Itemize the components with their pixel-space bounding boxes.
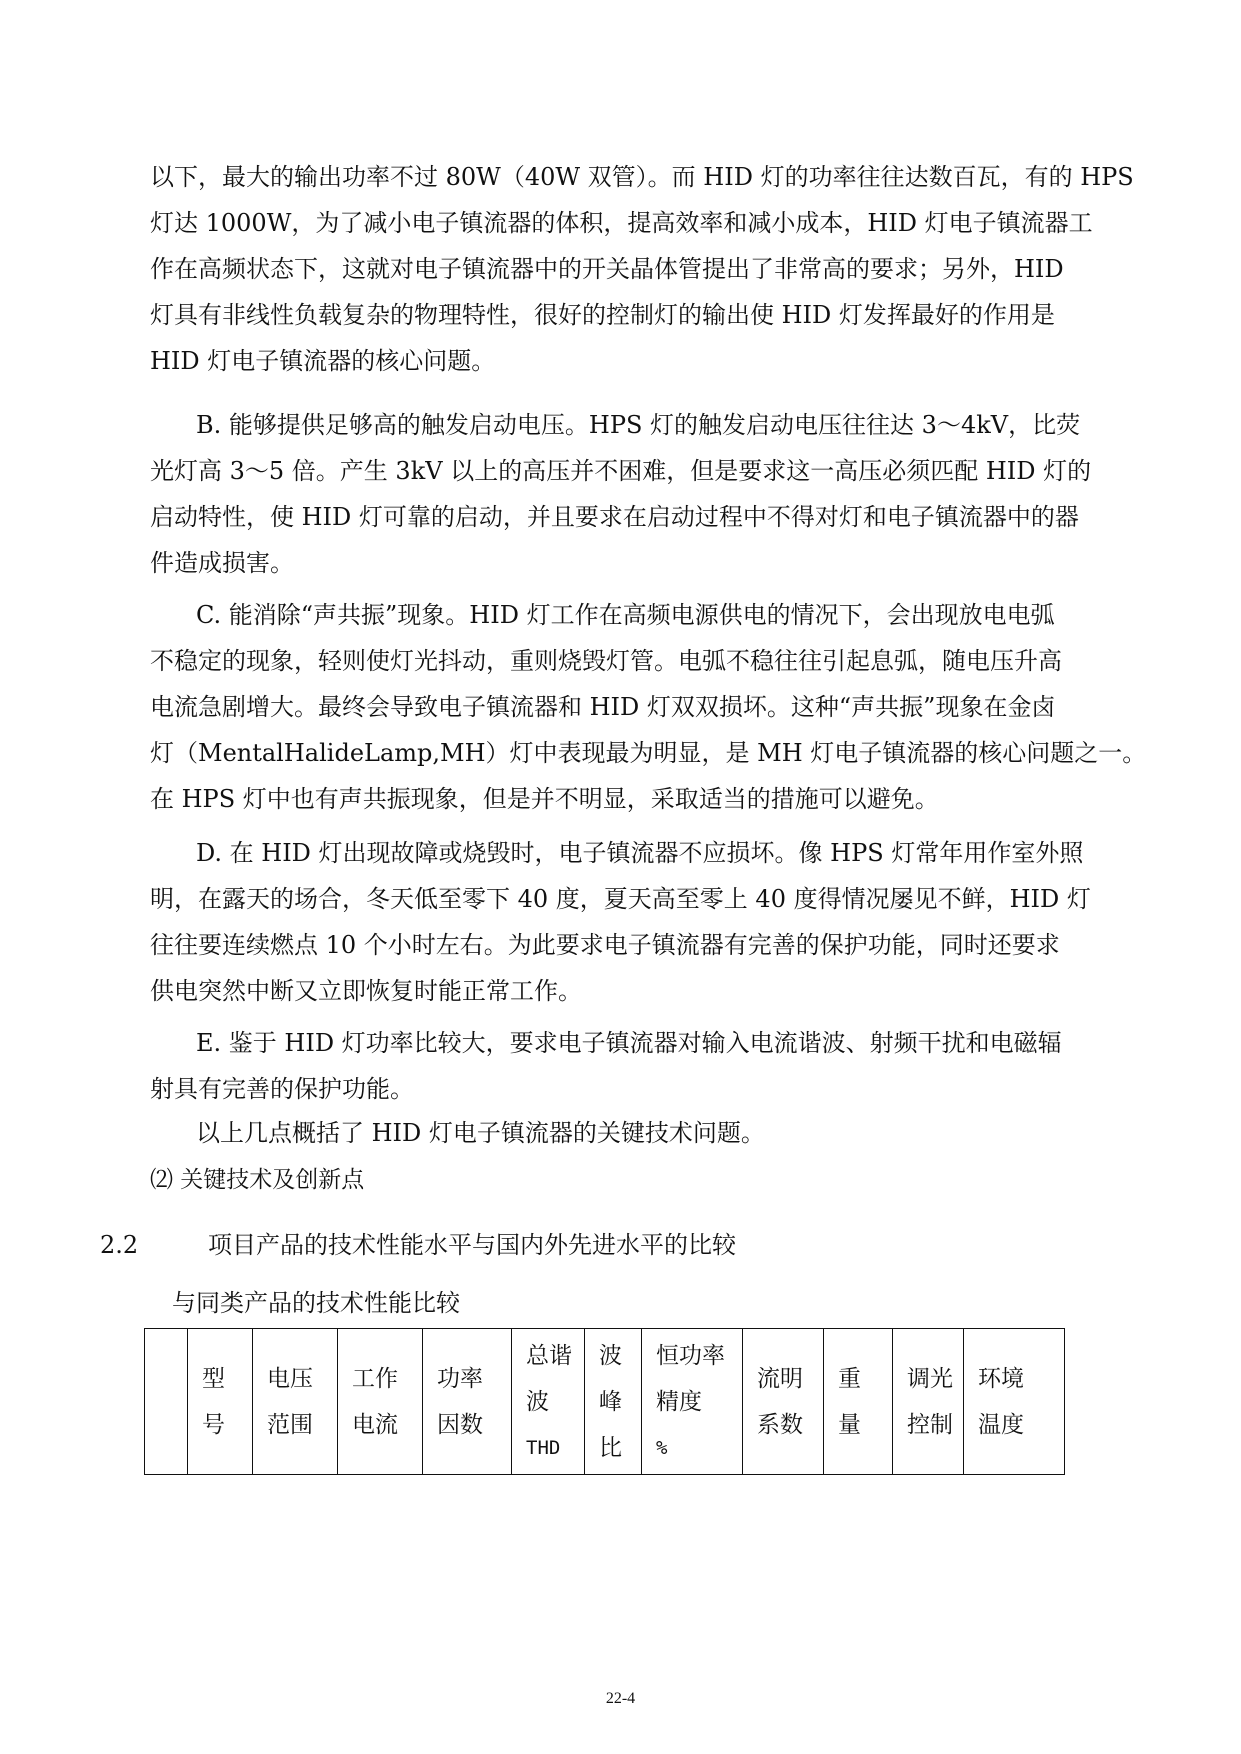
text-line: 明，在露天的场合，冬天低至零下 40 度，夏天高至零上 40 度得情况屡见不鲜，HID 灯 — [150, 885, 1091, 913]
text-line: 电流急剧增大。最终会导致电子镇流器和 HID 灯双双损坏。这种“声共振”现象在金卤 — [150, 693, 1056, 721]
section-number: 2.2 — [100, 1231, 139, 1259]
table-header-cell — [893, 1329, 964, 1475]
text-line: ⑵ 关键技术及创新点 — [150, 1167, 365, 1193]
header-text: 波 — [599, 1342, 622, 1369]
text-line: 在 HPS 灯中也有声共振现象，但是并不明显，采取适当的措施可以避免。 — [150, 785, 939, 813]
table-caption: 与同类产品的技术性能比较 — [172, 1289, 460, 1317]
text-line: 不稳定的现象，轻则使灯光抖动，重则烧毁灯管。电弧不稳往往引起息弧，随电压升高 — [150, 647, 1062, 675]
table-header-cell — [423, 1329, 512, 1475]
header-text: 精度 — [656, 1388, 702, 1415]
header-text: 比 — [599, 1434, 622, 1461]
header-text: 峰 — [599, 1388, 622, 1415]
section-title: 项目产品的技术性能水平与国内外先进水平的比较 — [208, 1231, 736, 1259]
text-line: 光灯高 3～5 倍。产生 3kV 以上的高压并不困难，但是要求这一高压必须匹配 HID 灯的 — [150, 457, 1092, 485]
paragraph-summary — [150, 1110, 1100, 1156]
table-header-cell — [743, 1329, 824, 1475]
header-text: 重 — [838, 1365, 861, 1392]
paragraph-item-d — [150, 830, 1100, 1014]
header-text: 号 — [202, 1411, 225, 1438]
header-text: 控制 — [907, 1411, 953, 1438]
text-line: C. 能消除“声共振”现象。HID 灯工作在高频电源供电的情况下，会出现放电电弧 — [196, 601, 1055, 629]
header-text: 功率 — [437, 1365, 483, 1392]
table-header-cell — [824, 1329, 893, 1475]
table-header-cell — [585, 1329, 642, 1475]
table-header-cell — [642, 1329, 743, 1475]
table-header-cell — [338, 1329, 423, 1475]
header-text: 总谐 — [526, 1342, 572, 1369]
comparison-table — [144, 1328, 1065, 1475]
header-text: 工作 — [352, 1365, 398, 1392]
text-line: E. 鉴于 HID 灯功率比较大，要求电子镇流器对输入电流谐波、射频干扰和电磁辐 — [196, 1029, 1062, 1057]
text-line: 以下，最大的输出功率不过 80W（40W 双管）。而 HID 灯的功率往往达数百瓦，有的 HPS — [150, 163, 1134, 191]
header-text: % — [656, 1436, 668, 1459]
header-text: 波 — [526, 1388, 549, 1415]
header-text: 范围 — [267, 1411, 313, 1438]
header-text: 恒功率 — [656, 1342, 725, 1369]
header-text: 流明 — [757, 1365, 803, 1392]
text-line: HID 灯电子镇流器的核心问题。 — [150, 347, 496, 375]
header-text: 量 — [838, 1411, 861, 1438]
text-line: 以上几点概括了 HID 灯电子镇流器的关键技术问题。 — [196, 1119, 765, 1147]
text-line: B. 能够提供足够高的触发启动电压。HPS 灯的触发启动电压往往达 3～4kV，比荧 — [196, 411, 1081, 439]
page-number: 22-4 — [605, 1690, 636, 1707]
text-line: 射具有完善的保护功能。 — [150, 1075, 414, 1103]
paragraph-hid-power-requirements — [150, 154, 1134, 384]
header-text: 系数 — [757, 1411, 803, 1438]
header-text: 电流 — [352, 1411, 398, 1438]
text-line: 件造成损害。 — [150, 549, 294, 577]
section-heading — [100, 1222, 736, 1268]
header-text: 环境 — [978, 1365, 1024, 1392]
paragraph-item-e — [150, 1020, 1100, 1112]
paragraph-item-c — [150, 592, 1147, 822]
header-text: 电压 — [267, 1365, 313, 1392]
text-line: 灯具有非线性负载复杂的物理特性，很好的控制灯的输出使 HID 灯发挥最好的作用是 — [150, 301, 1055, 329]
table-header-row — [145, 1329, 1065, 1475]
header-text: 因数 — [437, 1411, 483, 1438]
table-header-cell — [964, 1329, 1065, 1475]
table-header-cell — [512, 1329, 585, 1475]
text-line: 作在高频状态下，这就对电子镇流器中的开关晶体管提出了非常高的要求；另外，HID — [150, 255, 1064, 283]
text-line: 供电突然中断又立即恢复时能正常工作。 — [150, 977, 582, 1005]
table-header-cell — [145, 1329, 188, 1475]
text-line: D. 在 HID 灯出现故障或烧毁时，电子镇流器不应损坏。像 HPS 灯常年用作室外照 — [196, 839, 1084, 867]
text-line: 灯（MentalHalideLamp,MH）灯中表现最为明显，是 MH 灯电子镇流器的核心问题之一。 — [150, 739, 1147, 767]
header-text: 调光 — [907, 1365, 953, 1392]
text-line: 启动特性，使 HID 灯可靠的启动，并且要求在启动过程中不得对灯和电子镇流器中的器 — [150, 503, 1079, 531]
header-text: THD — [526, 1436, 561, 1459]
subheading-key-technology — [150, 1157, 1100, 1203]
text-line: 往往要连续燃点 10 个小时左右。为此要求电子镇流器有完善的保护功能，同时还要求 — [150, 931, 1060, 959]
text-line: 灯达 1000W，为了减小电子镇流器的体积，提高效率和减小成本，HID 灯电子镇流器工 — [150, 209, 1093, 237]
table-header-cell — [188, 1329, 253, 1475]
paragraph-item-b — [150, 402, 1100, 586]
table-header-cell — [253, 1329, 338, 1475]
header-text: 温度 — [978, 1411, 1024, 1438]
header-text: 型 — [202, 1365, 225, 1392]
